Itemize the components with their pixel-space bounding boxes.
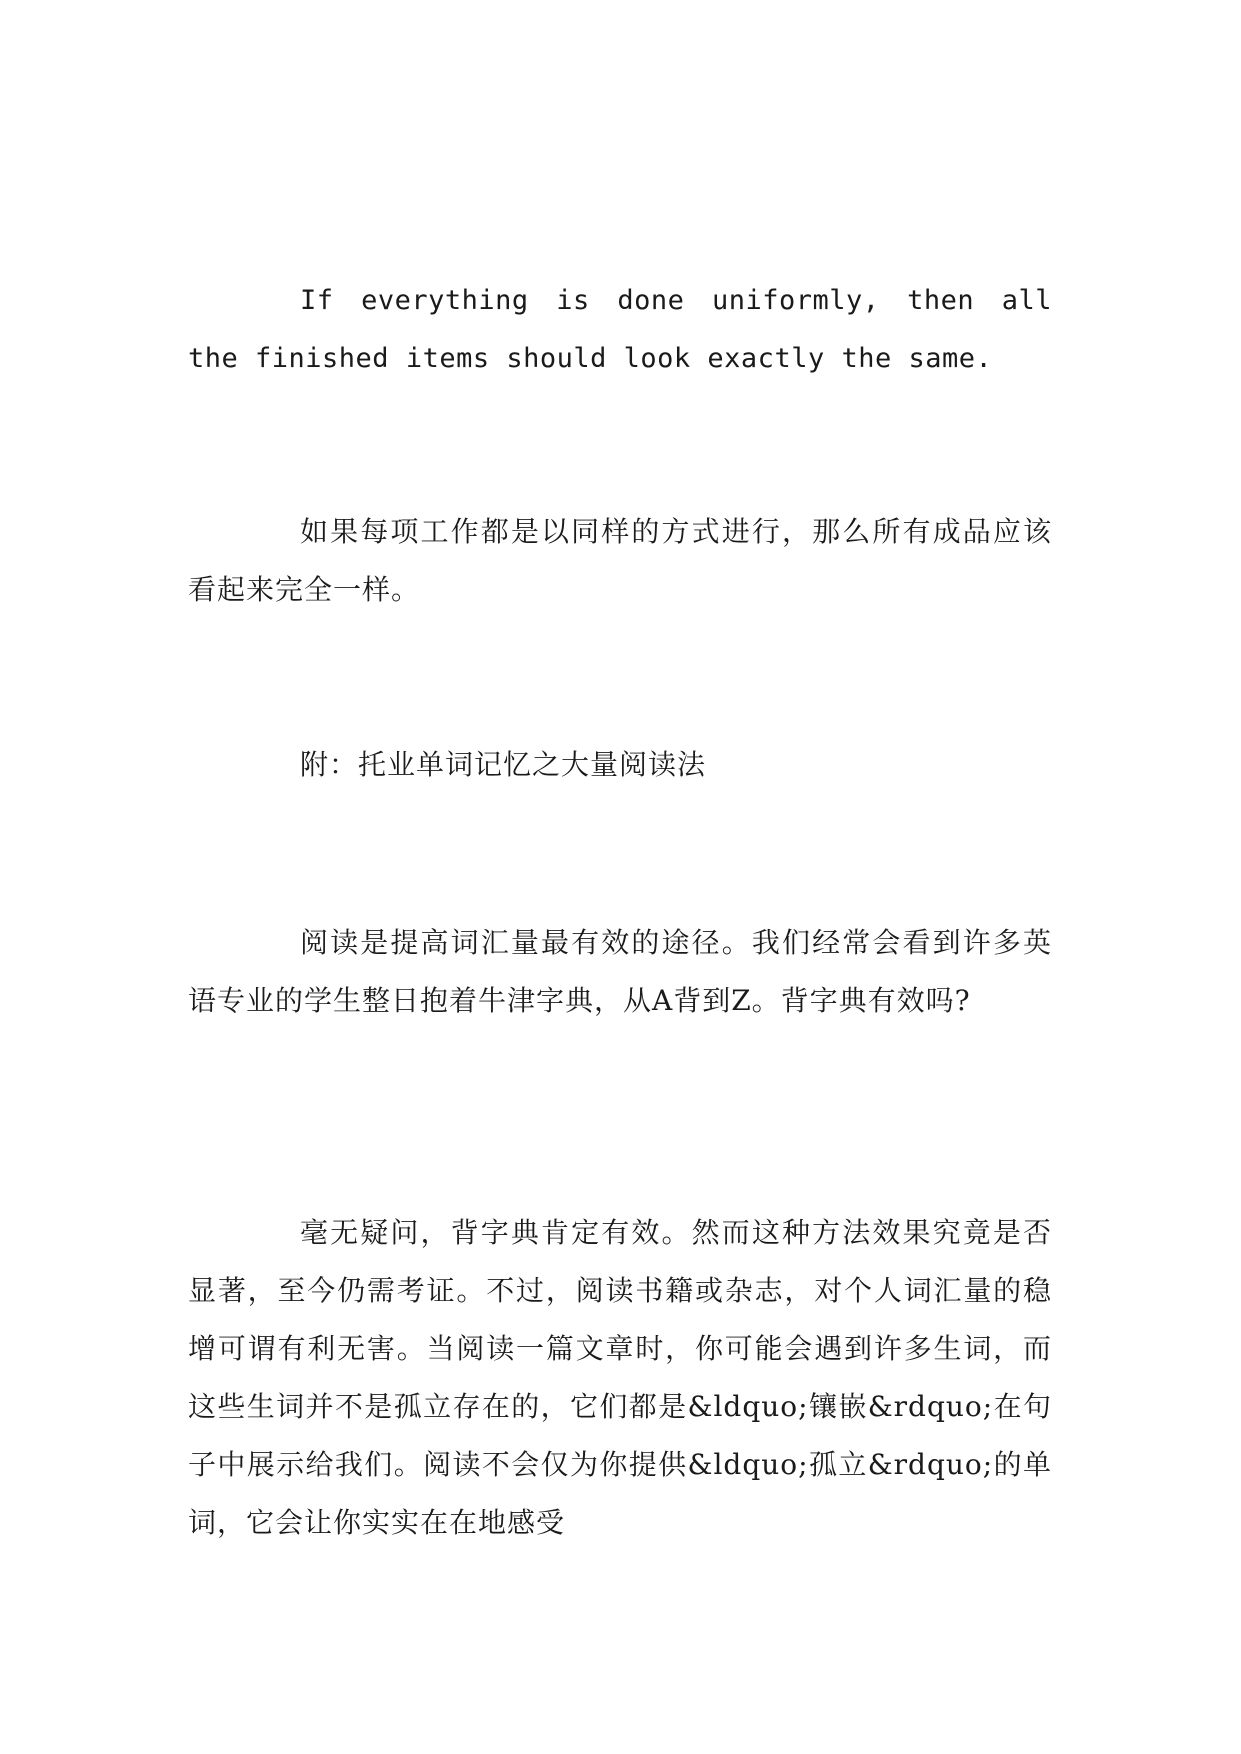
appendix-heading: 附：托业单词记忆之大量阅读法 (300, 748, 707, 781)
chinese-translation-paragraph: 如果每项工作都是以同样的方式进行，那么所有成品应该看起来完全一样。 (188, 515, 1052, 606)
reading-body-paragraph: 毫无疑问，背字典肯定有效。然而这种方法效果究竟是否显著，至今仍需考证。不过，阅读书籍或杂志，对个人词汇量的稳增可谓有利无害。当阅读一篇文章时，你可能会遇到许多生词，而这些生词并不是孤立存在的，它们都是&ldquo;镶嵌&rdquo;在句子中展示给我们。阅读不会仅为你提供&ldquo;孤立&rdquo;的单词，它会让你实实在在地感受 (188, 1216, 1052, 1539)
reading-intro-paragraph: 阅读是提高词汇量最有效的途径。我们经常会看到许多英语专业的学生整日抱着牛津字典，从A背到Z。背字典有效吗? (188, 926, 1052, 1017)
english-example-sentence: If everything is done uniformly, then all the finished items should look exactly the same. (188, 285, 1052, 374)
